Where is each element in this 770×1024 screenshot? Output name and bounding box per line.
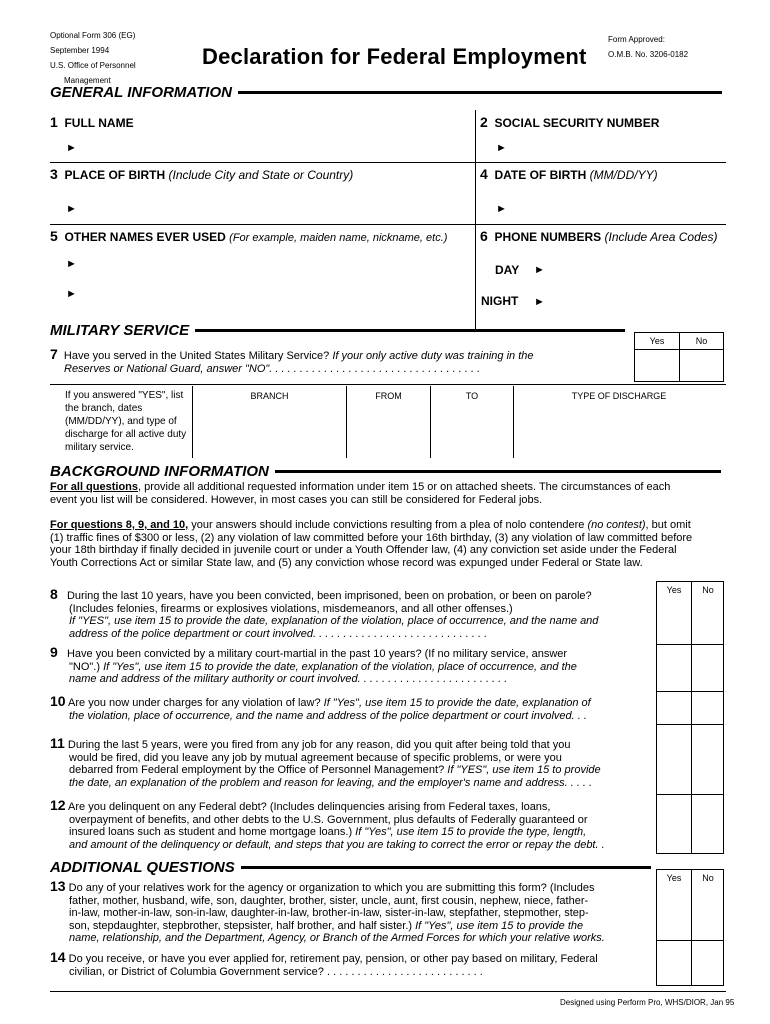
field-date-of-birth-label: 4 DATE OF BIRTH (MM/DD/YY) <box>480 166 658 182</box>
form-identifier-block <box>50 30 136 86</box>
field-phone-numbers-label: 6 PHONE NUMBERS (Include Area Codes) <box>480 228 718 244</box>
section-additional-questions <box>50 859 651 876</box>
other-names-input-1[interactable] <box>82 252 467 274</box>
day-phone-arrow-icon: ► <box>534 264 545 276</box>
field-place-of-birth-label: 3 PLACE OF BIRTH (Include City and State or Country) <box>50 166 354 182</box>
column-to: TO <box>465 391 479 401</box>
ssn-arrow-icon: ► <box>496 142 507 154</box>
q12-yes-checkbox[interactable] <box>658 795 690 853</box>
section-rule <box>241 866 651 869</box>
omb-number: O.M.B. No. 3206-0182 <box>608 50 689 59</box>
from-date-input[interactable] <box>348 404 428 456</box>
section-rule <box>238 91 722 94</box>
agency-line-2: Management <box>64 76 111 85</box>
section-heading: BACKGROUND INFORMATION <box>50 463 269 480</box>
form-date: September 1994 <box>50 46 110 55</box>
night-phone-label: NIGHT <box>481 294 519 308</box>
day-phone-label: DAY <box>495 263 520 277</box>
q7-no-checkbox[interactable] <box>681 350 723 381</box>
section-heading: GENERAL INFORMATION <box>50 84 232 101</box>
q10-yes-checkbox[interactable] <box>658 692 690 723</box>
q12-no-checkbox[interactable] <box>693 795 723 853</box>
ssn-input[interactable] <box>512 136 722 158</box>
column-branch: BRANCH <box>250 391 289 401</box>
section-heading: ADDITIONAL QUESTIONS <box>50 859 235 876</box>
yes-header: Yes <box>649 336 665 346</box>
column-divider <box>475 110 476 332</box>
night-phone-input[interactable] <box>552 290 722 310</box>
row-divider <box>50 162 726 163</box>
form-approved-label: Form Approved: <box>608 35 665 44</box>
q8-yes-checkbox[interactable] <box>658 596 690 643</box>
day-phone-input[interactable] <box>552 258 722 278</box>
question-9: 9 Have you been convicted by a military court-martial in the past 10 years? (If no military service, answer "NO".) If "Yes", use item 15 to provide the date, explanation of the violation, place of occurrence, and the name and address of the military authority or court involved. . . . . . . . . . . . . . . . . . . . . . . . . <box>50 644 577 686</box>
page-title: Declaration for Federal Employment <box>202 44 587 69</box>
night-phone-arrow-icon: ► <box>534 296 545 308</box>
field-other-names-label: 5 OTHER NAMES EVER USED (For example, maiden name, nickname, etc.) <box>50 228 448 244</box>
q7-yes-no-box <box>634 332 724 382</box>
yes-header: Yes <box>666 873 682 883</box>
footer-rule <box>50 991 726 992</box>
q13-yes-checkbox[interactable] <box>658 884 690 939</box>
column-from: FROM <box>375 391 402 401</box>
military-instructions: If you answered "YES", list the branch, dates (MM/DD/YY), and type of discharge for all active duty military service. <box>65 390 187 453</box>
no-header: No <box>695 336 708 346</box>
q13-14-yes-no-grid <box>656 869 724 986</box>
field-ssn-label: 2 SOCIAL SECURITY NUMBER <box>480 114 660 130</box>
agency-line-1: U.S. Office of Personnel <box>50 61 136 70</box>
to-date-input[interactable] <box>432 404 511 456</box>
footer-credit: Designed using Perform Pro, WHS/DIOR, Jan 95 <box>560 998 735 1007</box>
full-name-arrow-icon: ► <box>66 142 77 154</box>
question-12: 12 Are you delinquent on any Federal debt? (Includes delinquencies arising from Federal taxes, loans, overpayment of benefits, and other debts to the U.S. Government, plus defaults of Federally guaranteed or insured loans such as student and home mortgage loans.) If "Yes", use item 15 to provide the type, length, and amount of the delinquency or default, and steps that you are taking to correct the error or repay the debt. . <box>50 797 605 851</box>
question-8: 8 During the last 10 years, have you been convicted, been imprisoned, been on probation, or been on parole? (Includes felonies, firearms or explosives violations, misdemeanors, and all other offenses.) If "YES", use item 15 to provide the date, explanation of the violation, place of occurrence, and the name and address of the police department or court involved. . . . . . . . . . . . . . . . . . . . . . . . . . . . . <box>50 586 599 640</box>
row-divider <box>50 384 726 385</box>
no-header: No <box>702 873 714 883</box>
column-type-of-discharge: TYPE OF DISCHARGE <box>571 391 667 401</box>
no-header: No <box>702 585 714 595</box>
date-of-birth-input[interactable] <box>512 196 722 218</box>
other-names-arrow-icon-2: ► <box>66 288 77 300</box>
branch-input[interactable] <box>194 404 344 456</box>
question-14: 14 Do you receive, or have you ever applied for, retirement pay, pension, or other pay based on military, Federal civilian, or District of Columbia Government service? . . . . . . . . . . . . . . . . . . . . . . . . . . <box>50 949 598 978</box>
q10-no-checkbox[interactable] <box>693 692 723 723</box>
q14-no-checkbox[interactable] <box>693 941 723 985</box>
place-of-birth-input[interactable] <box>82 196 467 218</box>
q9-yes-checkbox[interactable] <box>658 645 690 690</box>
discharge-type-input[interactable] <box>515 404 723 456</box>
q13-no-checkbox[interactable] <box>693 884 723 939</box>
section-rule <box>195 329 625 332</box>
q11-yes-checkbox[interactable] <box>658 725 690 793</box>
approval-block <box>608 34 688 60</box>
question-11: 11 During the last 5 years, were you fired from any job for any reason, did you quit after being told that you would be fired, did you leave any job by mutual agreement because of specific problems, or were you debarred from Federal employment by the Office of Personnel Management? If "YES", use item 15 to provide the date, an explanation of the problem and reason for leaving, and the employer's name and address. . . . . <box>50 735 601 789</box>
row-divider <box>50 224 726 225</box>
q7-yes-checkbox[interactable] <box>636 350 678 381</box>
background-paragraph-2: For questions 8, 9, and 10, your answers should include convictions resulting from a plea of nolo contendere (no contest), but omit (1) traffic fines of $300 or less, (2) any violation of law committed before your 16th birthday, (3) any violation of law committed before your 18th birthday if finally decided in juvenile court or under a Youth Offender law, (4) any conviction set aside under the Federal Youth Corrections Act or similar State law, and (5) any conviction whose record was expunged under Federal or State law. <box>50 519 693 569</box>
other-names-arrow-icon-1: ► <box>66 258 77 270</box>
section-rule <box>275 470 721 473</box>
section-military-service <box>50 322 625 339</box>
question-13: 13 Do any of your relatives work for the agency or organization to which you are submitting this form? (Includes father, mother, husband, wife, son, daughter, brother, sister, uncle, aunt, first cousin, nephew, niece, father- in-law, mother-in-law, son-in-law, daughter-in-law, brother-in-law, sister-in-law, stepfather, stepmother, step- son, stepdaughter, stepbrother, stepsister, half brother, and half sister.) If "Yes", use item 15 to provide the name, relationship, and the Department, Agency, or Branch of the Armed Forces for which your relative works. <box>50 878 605 945</box>
field-full-name-label: 1 FULL NAME <box>50 114 134 130</box>
q11-no-checkbox[interactable] <box>693 725 723 793</box>
background-paragraph-1: For all questions, provide all additional requested information under item 15 or on attached sheets. The circumstances of each event you list will be considered. However, in most cases you can still be considered for Federal jobs. <box>50 481 671 506</box>
section-heading: MILITARY SERVICE <box>50 322 190 339</box>
section-general-information <box>50 84 722 101</box>
form-id: Optional Form 306 (EG) <box>50 31 136 40</box>
place-of-birth-arrow-icon: ► <box>66 203 77 215</box>
date-of-birth-arrow-icon: ► <box>496 203 507 215</box>
q9-no-checkbox[interactable] <box>693 645 723 690</box>
q8-12-yes-no-grid <box>656 581 724 854</box>
question-7: 7 Have you served in the United States Military Service? If your only active duty was training in the Reserves or National Guard, answer "NO". . . . . . . . . . . . . . . . . . . . . . . . . . . . . . . . . . . <box>50 346 534 375</box>
q14-yes-checkbox[interactable] <box>658 941 690 985</box>
q8-no-checkbox[interactable] <box>693 596 723 643</box>
full-name-input[interactable] <box>82 136 467 158</box>
section-background-information <box>50 463 721 480</box>
other-names-input-2[interactable] <box>82 282 467 304</box>
question-10: 10 Are you now under charges for any violation of law? If "Yes", use item 15 to provide the date, explanation of the violation, place of occurrence, and the name and address of the police department or court involved. . . <box>50 693 591 722</box>
yes-header: Yes <box>666 585 682 595</box>
